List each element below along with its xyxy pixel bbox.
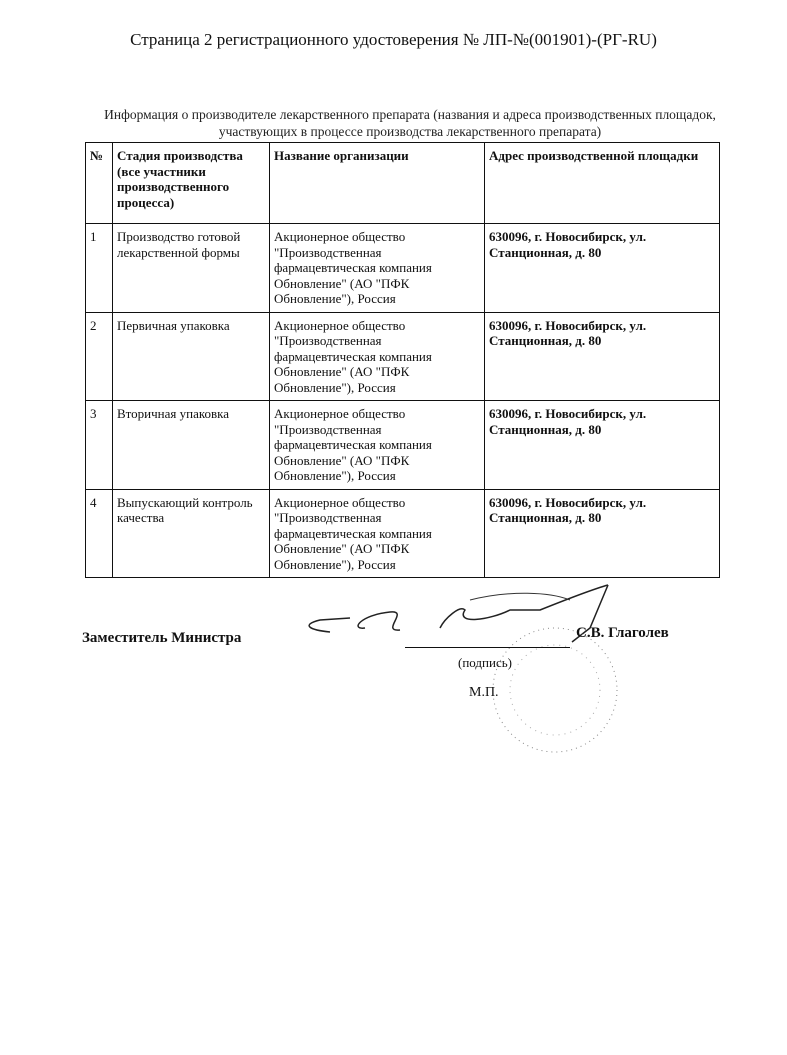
signature-label: (подпись) [458, 655, 512, 670]
cell-organization: Акционерное общество "Производственная фармацевтическая компания Обновление" (АО "ПФК Обновление"), Россия [270, 489, 485, 578]
cell-address: 630096, г. Новосибирск, ул. Станционная, д. 80 [485, 224, 720, 313]
cell-organization: Акционерное общество "Производственная фармацевтическая компания Обновление" (АО "ПФК Обновление"), Россия [270, 401, 485, 490]
manufacturer-table [85, 142, 720, 578]
cell-stage: Первичная упаковка [113, 312, 270, 401]
signature-line [405, 647, 570, 648]
cell-organization: Акционерное общество "Производственная фармацевтическая компания Обновление" (АО "ПФК Обновление"), Россия [270, 224, 485, 313]
handwritten-signature-and-stamp [290, 580, 620, 760]
cell-address: 630096, г. Новосибирск, ул. Станционная, д. 80 [485, 312, 720, 401]
cell-number: 2 [86, 312, 113, 401]
table-row [86, 401, 720, 490]
caption-line-2: участвующих в процессе производства лекарственного препарата) [218, 124, 602, 139]
table-header-row [86, 143, 720, 224]
cell-number: 1 [86, 224, 113, 313]
cell-address: 630096, г. Новосибирск, ул. Станционная, д. 80 [485, 489, 720, 578]
signatory-name: С.В. Глаголев [576, 625, 669, 641]
cell-number: 4 [86, 489, 113, 578]
header-organization: Название организации [270, 143, 485, 224]
header-number: № [86, 143, 113, 224]
caption-line-1: Информация о производителе лекарственного препарата (названия и адреса производственных площадок, [104, 107, 716, 122]
cell-number: 3 [86, 401, 113, 490]
page-title: Страница 2 регистрационного удостоверения № ЛП-№(001901)-(РГ-RU) [130, 30, 657, 49]
table-row [86, 312, 720, 401]
signatory-position: Заместитель Министра [82, 630, 242, 646]
header-address: Адрес производственной площадки [485, 143, 720, 224]
table-row [86, 224, 720, 313]
cell-organization: Акционерное общество "Производственная фармацевтическая компания Обновление" (АО "ПФК Обновление"), Россия [270, 312, 485, 401]
cell-stage: Производство готовой лекарственной формы [113, 224, 270, 313]
table-caption [80, 106, 740, 140]
header-stage: Стадия производства (все участники производственного процесса) [113, 143, 270, 224]
cell-stage: Выпускающий контроль качества [113, 489, 270, 578]
stamp-label: М.П. [469, 685, 499, 700]
table-row [86, 489, 720, 578]
cell-address: 630096, г. Новосибирск, ул. Станционная, д. 80 [485, 401, 720, 490]
cell-stage: Вторичная упаковка [113, 401, 270, 490]
